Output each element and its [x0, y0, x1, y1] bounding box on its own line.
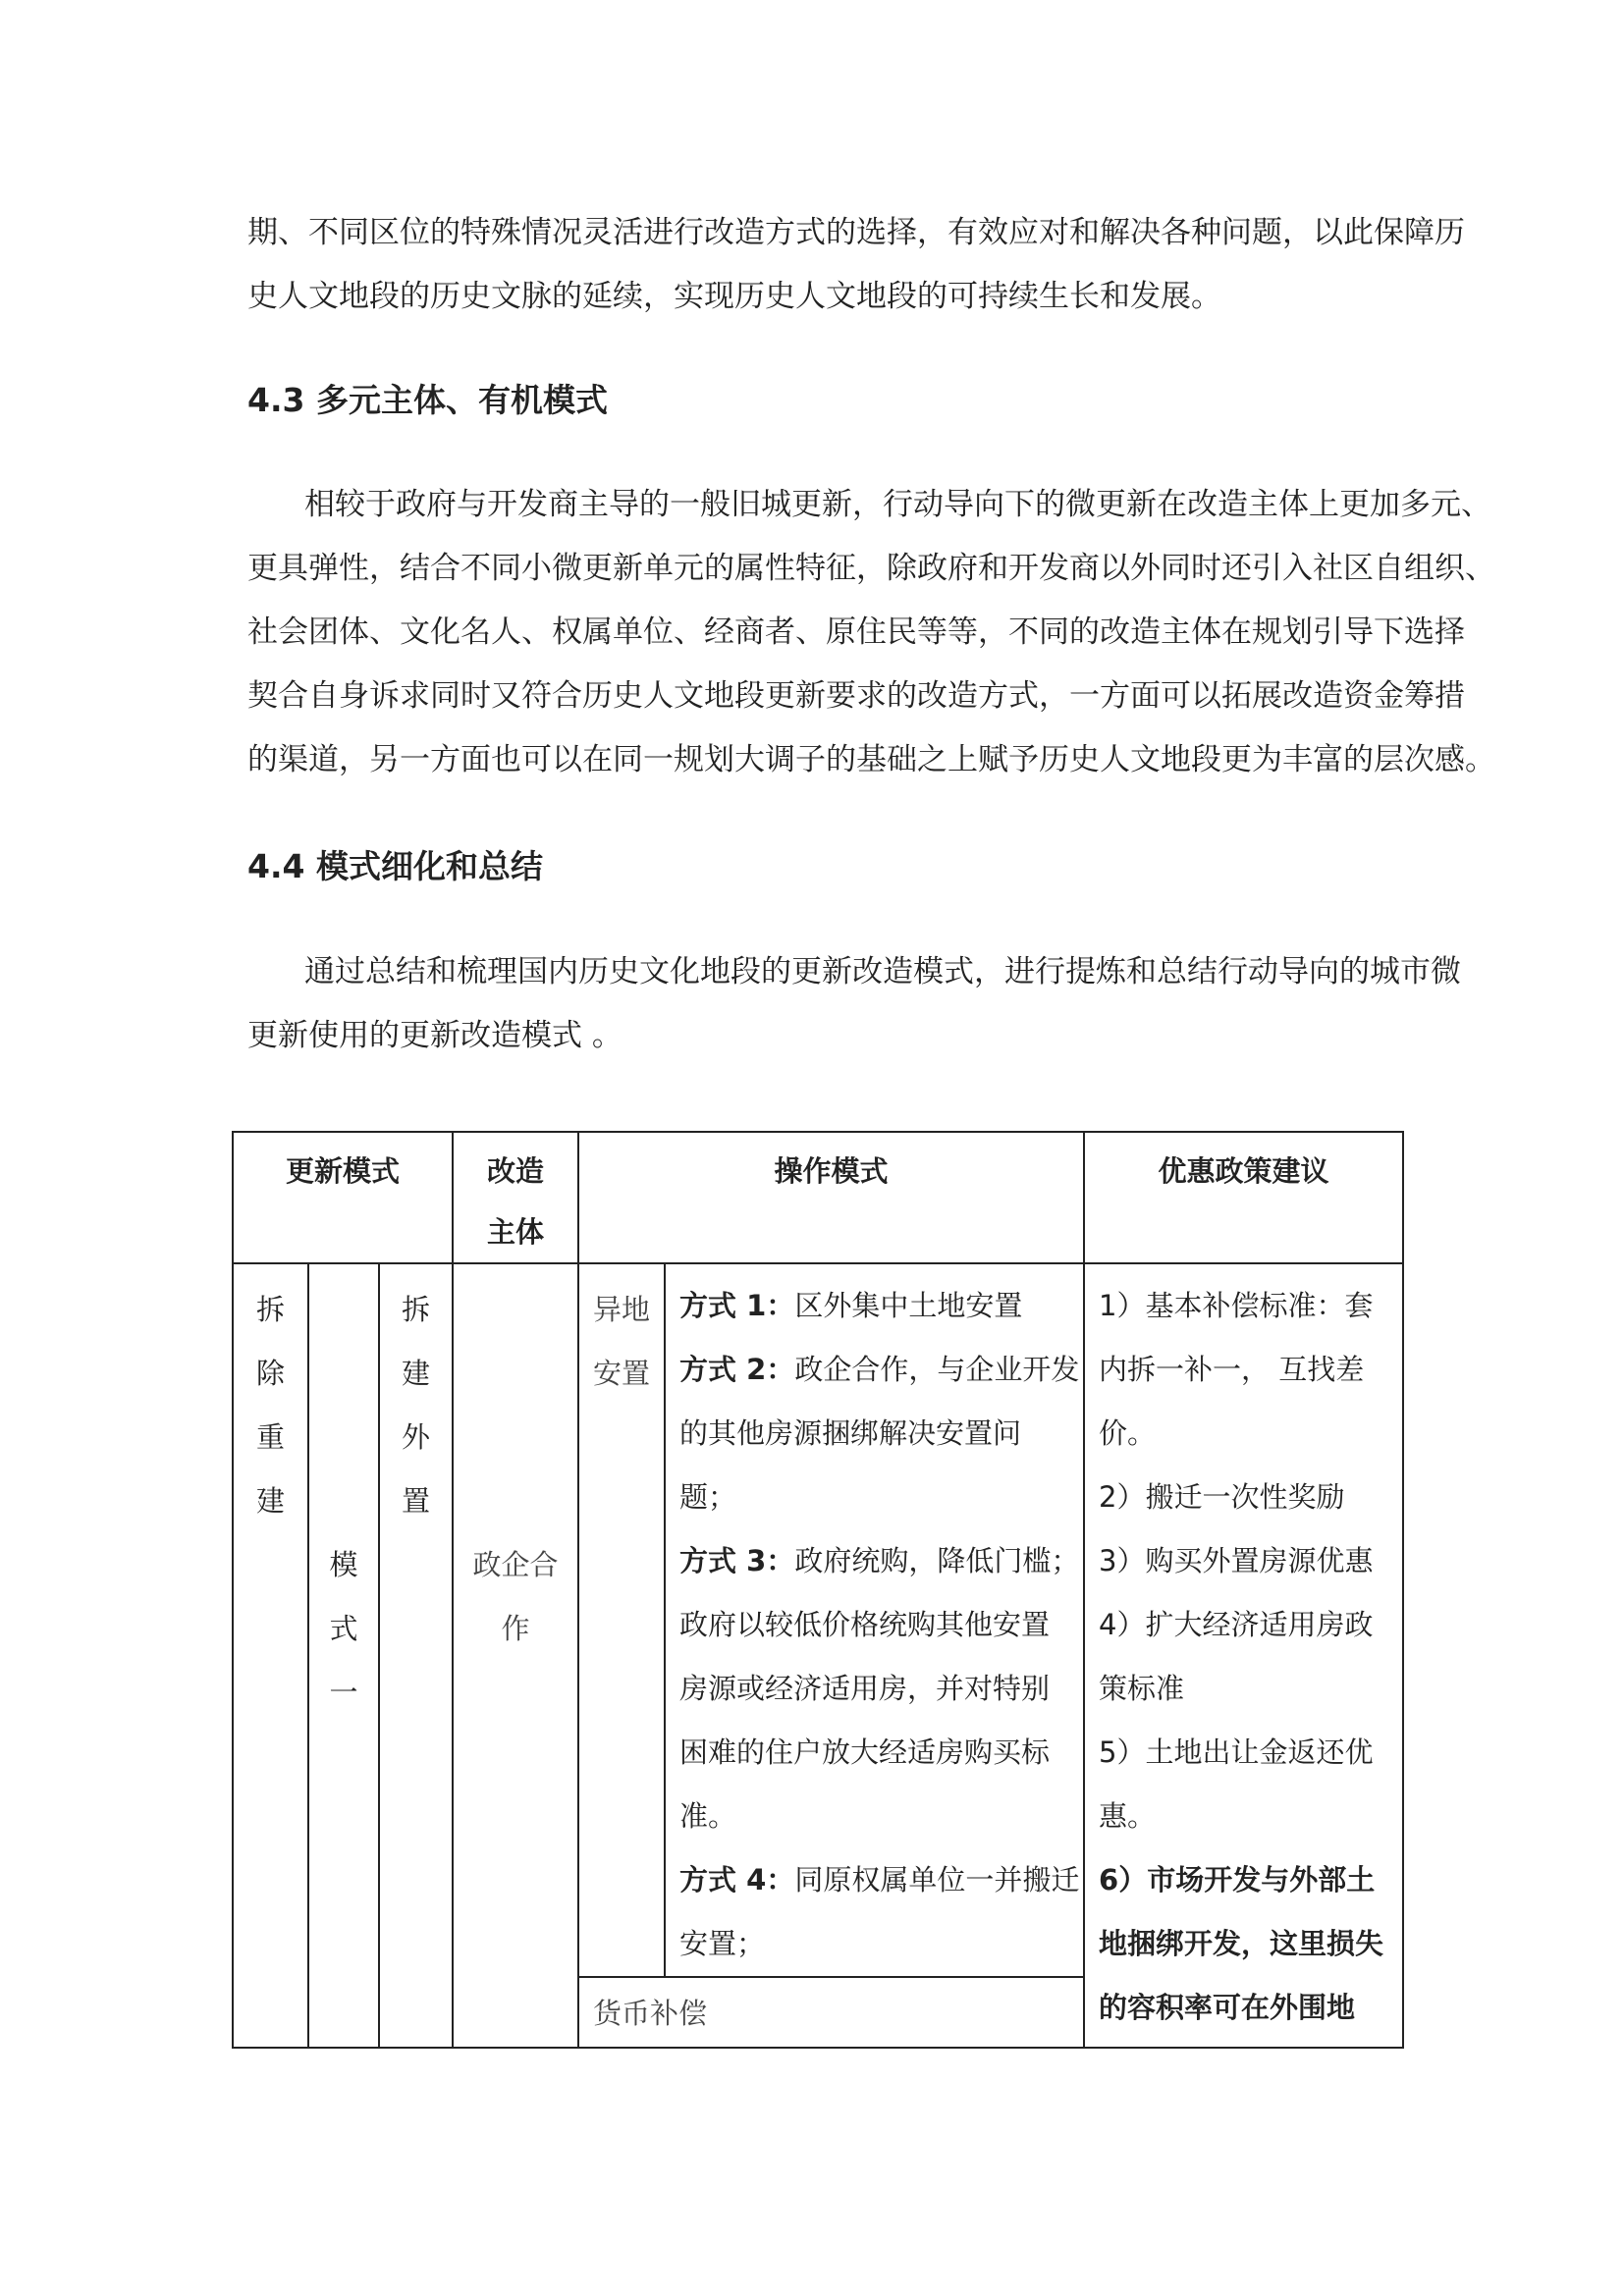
- header-subject: 改造 主体: [453, 1132, 578, 1263]
- cell-policies: [1084, 1263, 1403, 2048]
- method-text: 政企合作，与企业开发: [794, 1353, 1080, 1386]
- method-label: 方式 3：: [679, 1544, 795, 1577]
- header-policy: 优惠政策建议: [1084, 1132, 1403, 1263]
- policy-line: 4）扩大经济适用房政: [1099, 1608, 1374, 1641]
- cell-mode-one: 模 式 一: [308, 1263, 379, 2048]
- table-header-row: [233, 1132, 1403, 1263]
- method-text: 政府以较低价格统购其他安置: [679, 1608, 1051, 1641]
- policy-line: 1）基本补偿标准：套: [1099, 1289, 1374, 1322]
- text-line: 更新使用的更新改造模式 。: [247, 1018, 623, 1053]
- text-line: 更具弹性，结合不同小微更新单元的属性特征，除政府和开发商以外同时还引入社区自组织、: [247, 551, 1495, 586]
- text-line: 期、不同区位的特殊情况灵活进行改造方式的选择，有效应对和解决各种问题，以此保障历: [247, 215, 1465, 250]
- text-line: 通过总结和梳理国内历史文化地段的更新改造模式，进行提炼和总结行动导向的城市微: [304, 954, 1461, 989]
- method-text: 安置；: [679, 1927, 766, 1960]
- text-line: 的渠道，另一方面也可以在同一规划大调子的基础之上赋予历史人文地段更为丰富的层次感。: [247, 742, 1495, 777]
- method-text: 准。: [679, 1799, 737, 1833]
- paragraph-mode-summary: [247, 940, 1461, 1068]
- method-text: 政府统购，降低门槛；: [794, 1544, 1080, 1577]
- policy-line-bold: 地捆绑开发，这里损失: [1099, 1927, 1384, 1960]
- cell-methods: [665, 1263, 1084, 1977]
- policy-line-bold: 的容积率可在外围地: [1099, 1991, 1356, 2024]
- method-label: 方式 4：: [679, 1863, 795, 1896]
- policy-line: 2）搬迁一次性奖励: [1099, 1480, 1345, 1514]
- paragraph-multi-subject: [247, 473, 1495, 792]
- method-label: 方式 1：: [679, 1289, 795, 1322]
- cell-demolish-relocate: 拆 建 外 置: [379, 1263, 453, 2048]
- policy-line: 3）购买外置房源优惠: [1099, 1544, 1374, 1577]
- cell-demolish-rebuild: 拆 除 重 建: [233, 1263, 308, 2048]
- method-text: 区外集中土地安置: [794, 1289, 1023, 1322]
- policy-line: 策标准: [1099, 1672, 1185, 1705]
- text-line: 相较于政府与开发商主导的一般旧城更新，行动导向下的微更新在改造主体上更加多元、: [304, 487, 1491, 522]
- section-heading-4-3: 4.3 多元主体、有机模式: [247, 381, 608, 419]
- method-text: 房源或经济适用房，并对特别: [679, 1672, 1051, 1705]
- method-text: 题；: [679, 1480, 737, 1514]
- update-mode-table: [232, 1131, 1404, 2049]
- policy-line-bold: 6）市场开发与外部土: [1099, 1863, 1376, 1896]
- table-row: [233, 1263, 1403, 1977]
- policy-line: 价。: [1099, 1416, 1157, 1450]
- method-text: 困难的住户放大经适房购买标: [679, 1735, 1051, 1769]
- cell-relocation-type: 异地 安置: [578, 1263, 665, 1977]
- cell-subject: 政企合 作: [453, 1263, 578, 2048]
- header-operation: 操作模式: [578, 1132, 1084, 1263]
- method-text: 的其他房源捆绑解决安置问: [679, 1416, 1022, 1450]
- policy-line: 惠。: [1099, 1799, 1157, 1833]
- text-line: 史人文地段的历史文脉的延续，实现历史人文地段的可持续生长和发展。: [247, 279, 1221, 314]
- text-line: 契合自身诉求同时又符合历史人文地段更新要求的改造方式，一方面可以拓展改造资金筹措: [247, 678, 1465, 714]
- policy-line: 内拆一补一， 互找差: [1099, 1353, 1365, 1386]
- cell-monetary-compensation: 货币补偿: [578, 1977, 1084, 2048]
- header-update-mode: 更新模式: [233, 1132, 453, 1263]
- policy-line: 5）土地出让金返还优: [1099, 1735, 1374, 1769]
- paragraph-continuation: [247, 201, 1465, 329]
- text-line: 社会团体、文化名人、权属单位、经商者、原住民等等，不同的改造主体在规划引导下选择: [247, 614, 1465, 650]
- method-text: 同原权属单位一并搬迁: [794, 1863, 1080, 1896]
- method-label: 方式 2：: [679, 1353, 795, 1386]
- section-heading-4-4: 4.4 模式细化和总结: [247, 847, 543, 885]
